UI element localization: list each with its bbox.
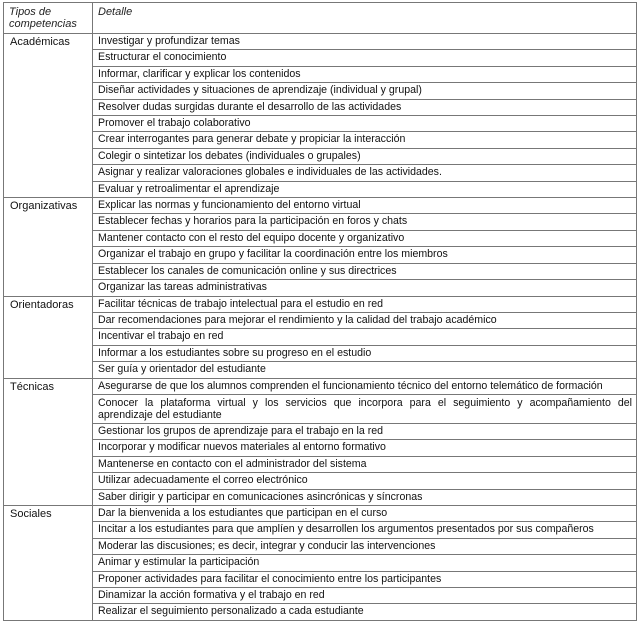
detail-item: Resolver dudas surgidas durante el desarrollo de las actividades [93, 99, 636, 115]
detail-item: Incitar a los estudiantes para que amplíen y desarrollen los argumentos presentados por sus compañeros [93, 521, 636, 537]
table-row [4, 34, 637, 198]
table-row [4, 505, 637, 620]
detail-item: Utilizar adecuadamente el correo electrónico [93, 472, 636, 488]
detail-item: Incorporar y modificar nuevos materiales al entorno formativo [93, 439, 636, 455]
table-row [4, 198, 637, 296]
category-cell: Sociales [4, 505, 93, 620]
detail-item: Gestionar los grupos de aprendizaje para el trabajo en la red [93, 423, 636, 439]
detail-item: Diseñar actividades y situaciones de aprendizaje (individual y grupal) [93, 82, 636, 98]
detail-item: Organizar el trabajo en grupo y facilitar la coordinación entre los miembros [93, 246, 636, 262]
detail-item: Evaluar y retroalimentar el aprendizaje [93, 181, 636, 197]
detail-cell [93, 378, 637, 505]
detail-item: Dinamizar la acción formativa y el trabajo en red [93, 587, 636, 603]
header-row [4, 3, 637, 34]
detail-item: Informar, clarificar y explicar los contenidos [93, 66, 636, 82]
detail-item: Proponer actividades para facilitar el conocimiento entre los participantes [93, 571, 636, 587]
detail-item: Conocer la plataforma virtual y los servicios que incorpora para el seguimiento y acompañamiento del aprendizaje del estudiante [93, 394, 636, 423]
detail-item: Crear interrogantes para generar debate y propiciar la interacción [93, 131, 636, 147]
category-cell: Orientadoras [4, 296, 93, 378]
detail-cell [93, 296, 637, 378]
detail-item: Dar la bienvenida a los estudiantes que participan en el curso [98, 506, 388, 519]
detail-item: Asignar y realizar valoraciones globales e individuales de las actividades. [93, 164, 636, 180]
detail-item: Mantenerse en contacto con el administrador del sistema [93, 456, 636, 472]
detail-item: Dar recomendaciones para mejorar el rendimiento y la calidad del trabajo académico [93, 312, 636, 328]
detail-item: Explicar las normas y funcionamiento del entorno virtual [98, 199, 361, 212]
detail-item: Informar a los estudiantes sobre su progreso en el estudio [93, 345, 636, 361]
competencies-table [3, 2, 637, 621]
detail-item: Investigar y profundizar temas [98, 35, 240, 47]
detail-item: Establecer los canales de comunicación online y sus directrices [93, 263, 636, 279]
detail-cell [93, 505, 637, 620]
detail-item: Saber dirigir y participar en comunicaciones asincrónicas y síncronas [93, 489, 636, 505]
detail-item: Asegurarse de que los alumnos comprenden el funcionamiento técnico del entorno telemático de formación [98, 379, 603, 392]
detail-item: Mantener contacto con el resto del equipo docente y organizativo [93, 230, 636, 246]
category-cell: Organizativas [4, 198, 93, 296]
header-types: Tipos de competencias [4, 3, 93, 34]
detail-item: Moderar las discusiones; es decir, integrar y conducir las intervenciones [93, 538, 636, 554]
table-row [4, 378, 637, 505]
detail-item: Colegir o sintetizar los debates (individuales o grupales) [93, 148, 636, 164]
detail-item: Animar y estimular la participación [93, 554, 636, 570]
detail-item: Ser guía y orientador del estudiante [93, 361, 636, 377]
table-body [4, 34, 637, 621]
header-detail: Detalle [93, 3, 637, 34]
category-cell: Técnicas [4, 378, 93, 505]
detail-item: Promover el trabajo colaborativo [93, 115, 636, 131]
detail-item: Estructurar el conocimiento [93, 49, 636, 65]
detail-item: Organizar las tareas administrativas [93, 279, 636, 295]
category-cell: Académicas [4, 34, 93, 198]
detail-item: Establecer fechas y horarios para la participación en foros y chats [93, 213, 636, 229]
detail-cell [93, 34, 637, 198]
detail-item: Realizar el seguimiento personalizado a cada estudiante [93, 603, 636, 619]
detail-item: Incentivar el trabajo en red [93, 328, 636, 344]
table-row [4, 296, 637, 378]
detail-cell [93, 198, 637, 296]
detail-item: Facilitar técnicas de trabajo intelectual para el estudio en red [98, 297, 384, 310]
